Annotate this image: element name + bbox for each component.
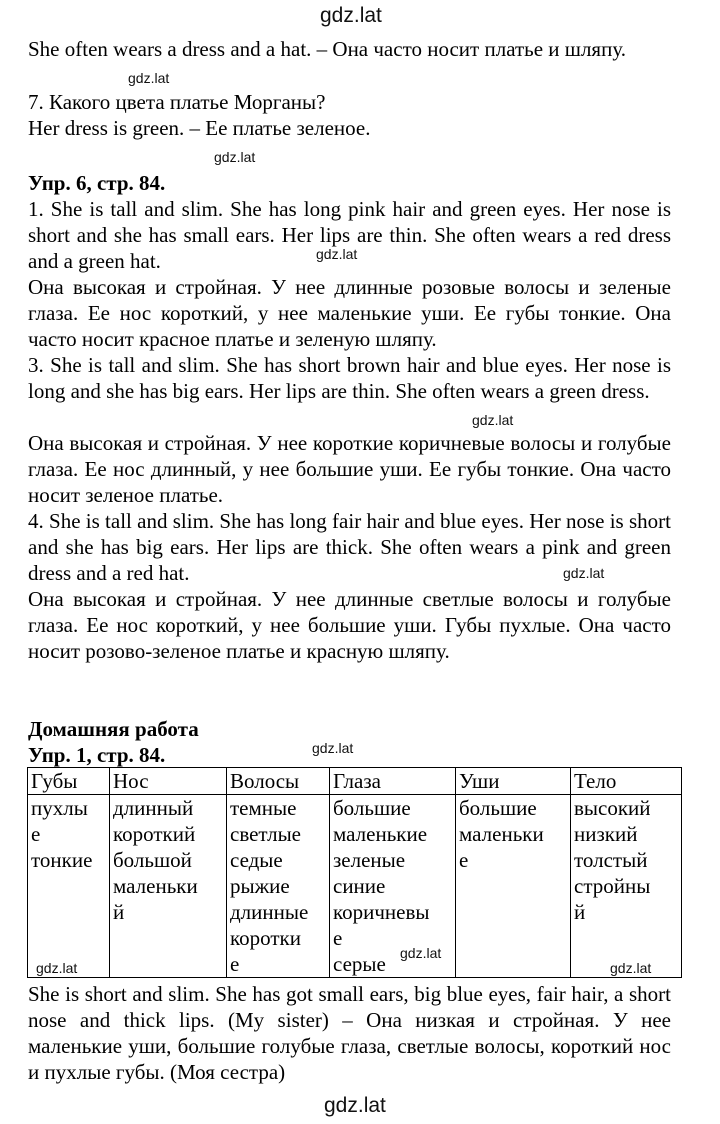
exercise-6-item-3-english: 3. She is tall and slim. She has short brown hair and blue eyes. Her nose is long and she has big ears. Her lips are thin. She often wears a green dress. [28,353,671,403]
cell-word: короткий [113,822,196,846]
cell-word: й [574,900,586,924]
watermark-inline: gdz.lat [214,149,256,165]
cell-body [571,795,682,978]
cell-word: рыжие [230,874,290,898]
header-ears: Уши [456,768,571,795]
watermark-inline: gdz.lat [36,960,78,976]
cell-word: коротки [230,926,301,950]
homework-exercise-1-heading: Упр. 1, стр. 84. [28,743,166,767]
homework-title: Домашняя работа [28,717,199,741]
cell-word: светлые [230,822,301,846]
cell-word: е [459,848,469,872]
cell-word: темные [230,796,297,820]
cell-hair [227,795,330,978]
cell-word: большие [333,796,411,820]
cell-word: е [31,822,41,846]
cell-word: синие [333,874,386,898]
intro-paragraph: She often wears a dress and a hat. – Она часто носит платье и шляпу. [28,37,626,61]
cell-word: пухлы [31,796,88,820]
table-header-row [28,768,682,795]
header-lips: Губы [28,768,110,795]
cell-word: маленькие [333,822,428,846]
cell-word: тонкие [31,848,93,872]
cell-word: большой [113,848,192,872]
exercise-6-heading: Упр. 6, стр. 84. [28,171,166,195]
exercise-6-item-1-english: 1. She is tall and slim. She has long pink hair and green eyes. Her nose is short and she has small ears. Her lips are thin. She often wears a red dress and a green hat. [28,197,671,273]
cell-word: й [113,900,125,924]
cell-word: большие [459,796,537,820]
cell-word: толстый [574,848,648,872]
cell-word: серые [333,952,386,976]
answer-7: Her dress is green. – Ее платье зеленое. [28,116,371,140]
cell-word: коричневы [333,900,430,924]
question-7: 7. Какого цвета платье Морганы? [28,90,326,114]
cell-ears [456,795,571,978]
cell-word: е [333,926,343,950]
cell-nose [110,795,227,978]
cell-word: маленьки [459,822,544,846]
cell-word: седые [230,848,283,872]
cell-word: зеленые [333,848,406,872]
cell-word: высокий [574,796,651,820]
watermark-bottom: gdz.lat [324,1094,386,1117]
cell-word: длинные [230,900,309,924]
watermark-top: gdz.lat [320,4,382,27]
homework-final-paragraph: She is short and slim. She has got small ears, big blue eyes, fair hair, a short nose and thick lips. (My sister) – Она низкая и стройная. У нее маленькие уши, большие голубые глаза, светлые волосы, короткий нос и пухлые губы. (Моя сестра) [28,982,671,1084]
watermark-inline: gdz.lat [316,246,358,262]
cell-word: е [230,952,240,976]
exercise-6-item-4-english: 4. She is tall and slim. She has long fair hair and blue eyes. Her nose is short and she has big ears. Her lips are thick. She often wears a pink and green dress and a red hat. [28,509,671,585]
watermark-inline: gdz.lat [563,565,605,581]
watermark-inline: gdz.lat [400,945,442,961]
exercise-6-item-1-russian: Она высокая и стройная. У нее длинные розовые волосы и зеленые глаза. Ее нос короткий, у нее маленькие уши. Ее губы тонкие. Она часто носит красное платье и зеленую шляпу. [28,275,671,351]
header-nose: Нос [110,768,227,795]
cell-word: стройны [574,874,651,898]
exercise-6-item-3-russian: Она высокая и стройная. У нее короткие коричневые волосы и голубые глаза. Ее нос длинный, у нее большие уши. Ее губы тонкие. Она часто носит зеленое платье. [28,431,671,507]
header-eyes: Глаза [330,768,456,795]
exercise-6-item-4-russian: Она высокая и стройная. У нее длинные светлые волосы и голубые глаза. Ее нос короткий, у нее большие уши. Губы пухлые. Она часто носит розово-зеленое платье и красную шляпу. [28,587,671,663]
header-body: Тело [571,768,682,795]
watermark-inline: gdz.lat [610,960,652,976]
cell-lips [28,795,110,978]
cell-word: низкий [574,822,638,846]
watermark-inline: gdz.lat [312,740,354,756]
table-row [28,795,682,978]
watermark-inline: gdz.lat [472,412,514,428]
cell-word: маленьки [113,874,198,898]
cell-word: длинный [113,796,194,820]
watermark-inline: gdz.lat [128,70,170,86]
header-hair: Волосы [227,768,330,795]
vocabulary-table [27,767,682,978]
